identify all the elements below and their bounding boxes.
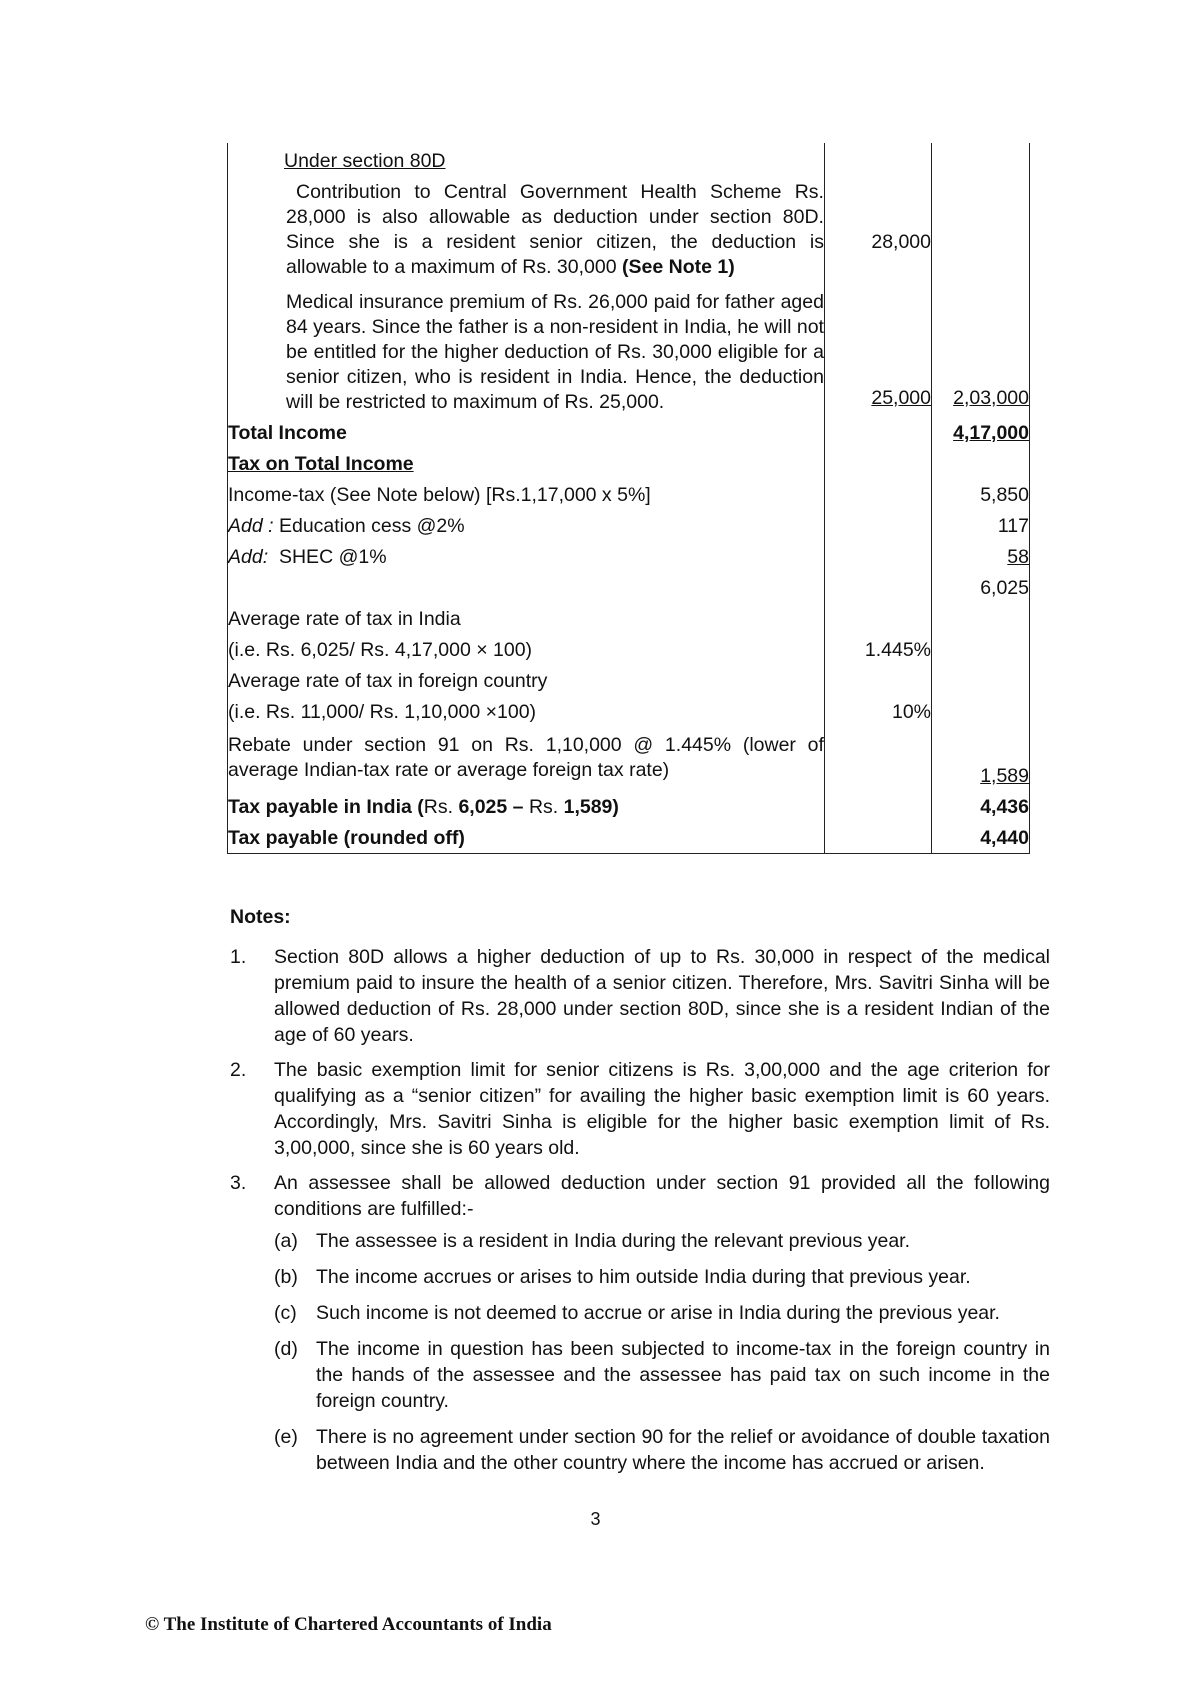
- avg-india-calc: (i.e. Rs. 6,025/ Rs. 4,17,000 × 100): [228, 639, 533, 661]
- table-row: [228, 601, 1030, 663]
- condition-letter: (b): [274, 1266, 298, 1288]
- edu-cess-label: Add : Education cess @2%: [228, 508, 825, 539]
- note-text: An assessee shall be allowed deduction under section 91 provided all the following conditions are fulfilled:-: [274, 1172, 1050, 1220]
- tax-computation-table: [227, 143, 1030, 854]
- note-text: The basic exemption limit for senior citizens is Rs. 3,00,000 and the age criterion for qualifying as a “senior citizen” for availing the higher basic exemption limit is 60 years. Accordingly, Mrs. Savitri Sinha is eligible for the higher basic exemption limit of Rs. 3,00,000, since she is 60 years old.: [274, 1059, 1050, 1159]
- deduction-total: 2,03,000: [953, 387, 1029, 409]
- avg-foreign-label: Average rate of tax in foreign country: [228, 670, 548, 692]
- table-row: [228, 143, 1030, 174]
- cghs-amount: 28,000: [824, 174, 931, 280]
- table-row: [228, 477, 1030, 508]
- page-number: 3: [590, 1509, 601, 1529]
- tax-payable-value: 4,436: [932, 789, 1030, 820]
- note-number: 2.: [230, 1059, 247, 1081]
- total-income-value: 4,17,000: [953, 422, 1029, 444]
- table-row: [228, 789, 1030, 820]
- condition-text: Such income is not deemed to accrue or arise in India during the previous year.: [316, 1302, 1000, 1324]
- avg-india-label: Average rate of tax in India: [228, 608, 461, 630]
- tax-rounded-label: Tax payable (rounded off): [228, 820, 825, 854]
- condition-text: The income in question has been subjected to income-tax in the foreign country in the hands of the assessee and the assessee has paid tax on such income in the foreign country.: [316, 1338, 1050, 1412]
- note-number: 3.: [230, 1172, 247, 1194]
- condition-item: [274, 1264, 1050, 1290]
- total-income-label: Total Income: [228, 415, 825, 446]
- condition-item: [274, 1336, 1050, 1414]
- avg-india-value: 1.445%: [824, 601, 931, 663]
- section-80d-heading: Under section 80D: [284, 150, 446, 172]
- shec-value: 58: [1007, 546, 1029, 568]
- table-row: [228, 174, 1030, 280]
- condition-text: The income accrues or arises to him outside India during that previous year.: [316, 1266, 971, 1288]
- table-row: [228, 280, 1030, 415]
- table-row: [228, 508, 1030, 539]
- copyright-footer: © The Institute of Chartered Accountants of India: [145, 1614, 552, 1635]
- notes-section: [230, 904, 1050, 1495]
- condition-letter: (c): [274, 1302, 297, 1324]
- income-tax-label: Income-tax (See Note below) [Rs.1,17,000 x 5%]: [228, 477, 825, 508]
- condition-letter: (a): [274, 1230, 298, 1252]
- note-text: Section 80D allows a higher deduction of up to Rs. 30,000 in respect of the medical premium paid to insure the health of a senior citizen. Therefore, Mrs. Savitri Sinha will be allowed deduction of Rs. 28,000 under section 80D, since she is a resident Indian of the age of 60 years.: [274, 946, 1050, 1046]
- condition-item: [274, 1424, 1050, 1476]
- tax-heading: Tax on Total Income: [228, 453, 414, 475]
- income-tax-value: 5,850: [932, 477, 1030, 508]
- rebate-label: Rebate under section 91 on Rs. 1,10,000 @ 1.445% (lower of average Indian-tax rate or average foreign tax rate): [228, 725, 825, 789]
- note-number: 1.: [230, 946, 247, 968]
- table-row: [228, 820, 1030, 854]
- table-row: [228, 570, 1030, 601]
- avg-foreign-value: 10%: [824, 663, 931, 725]
- condition-letter: (d): [274, 1338, 298, 1360]
- table-row: [228, 415, 1030, 446]
- tax-rounded-value: 4,440: [932, 820, 1030, 854]
- notes-title: Notes:: [230, 906, 291, 928]
- condition-letter: (e): [274, 1426, 298, 1448]
- avg-foreign-calc: (i.e. Rs. 11,000/ Rs. 1,10,000 ×100): [228, 701, 537, 723]
- note-item: [230, 1057, 1050, 1161]
- rebate-value: 1,589: [980, 765, 1029, 787]
- condition-item: [274, 1300, 1050, 1326]
- condition-text: There is no agreement under section 90 for the relief or avoidance of double taxation between India and the other country where the income has accrued or arisen.: [316, 1426, 1050, 1474]
- medical-amount: 25,000: [871, 387, 932, 409]
- table-row: [228, 539, 1030, 570]
- cghs-deduction-text: Contribution to Central Government Health Scheme Rs. 28,000 is also allowable as deduction under section 80D. Since she is a resident senior citizen, the deduction is allowable to a maximum of Rs. 30,000 (See Note 1): [286, 181, 824, 278]
- medical-premium-text: Medical insurance premium of Rs. 26,000 paid for father aged 84 years. Since the father is a non-resident in India, he will not be entitled for the higher deduction of Rs. 30,000 eligible for a senior citizen, who is resident in India. Hence, the deduction will be restricted to maximum of Rs. 25,000.: [286, 291, 824, 413]
- gross-tax-value: 6,025: [932, 570, 1030, 601]
- condition-item: [274, 1228, 1050, 1254]
- shec-label: Add: SHEC @1%: [228, 539, 825, 570]
- note-item: [230, 944, 1050, 1048]
- table-row: [228, 725, 1030, 789]
- tax-payable-label: Tax payable in India (Rs. 6,025 – Rs. 1,589): [228, 789, 825, 820]
- condition-text: The assessee is a resident in India during the relevant previous year.: [316, 1230, 911, 1252]
- table-row: [228, 446, 1030, 477]
- edu-cess-value: 117: [932, 508, 1030, 539]
- table-row: [228, 663, 1030, 725]
- note-item: [230, 1170, 1050, 1486]
